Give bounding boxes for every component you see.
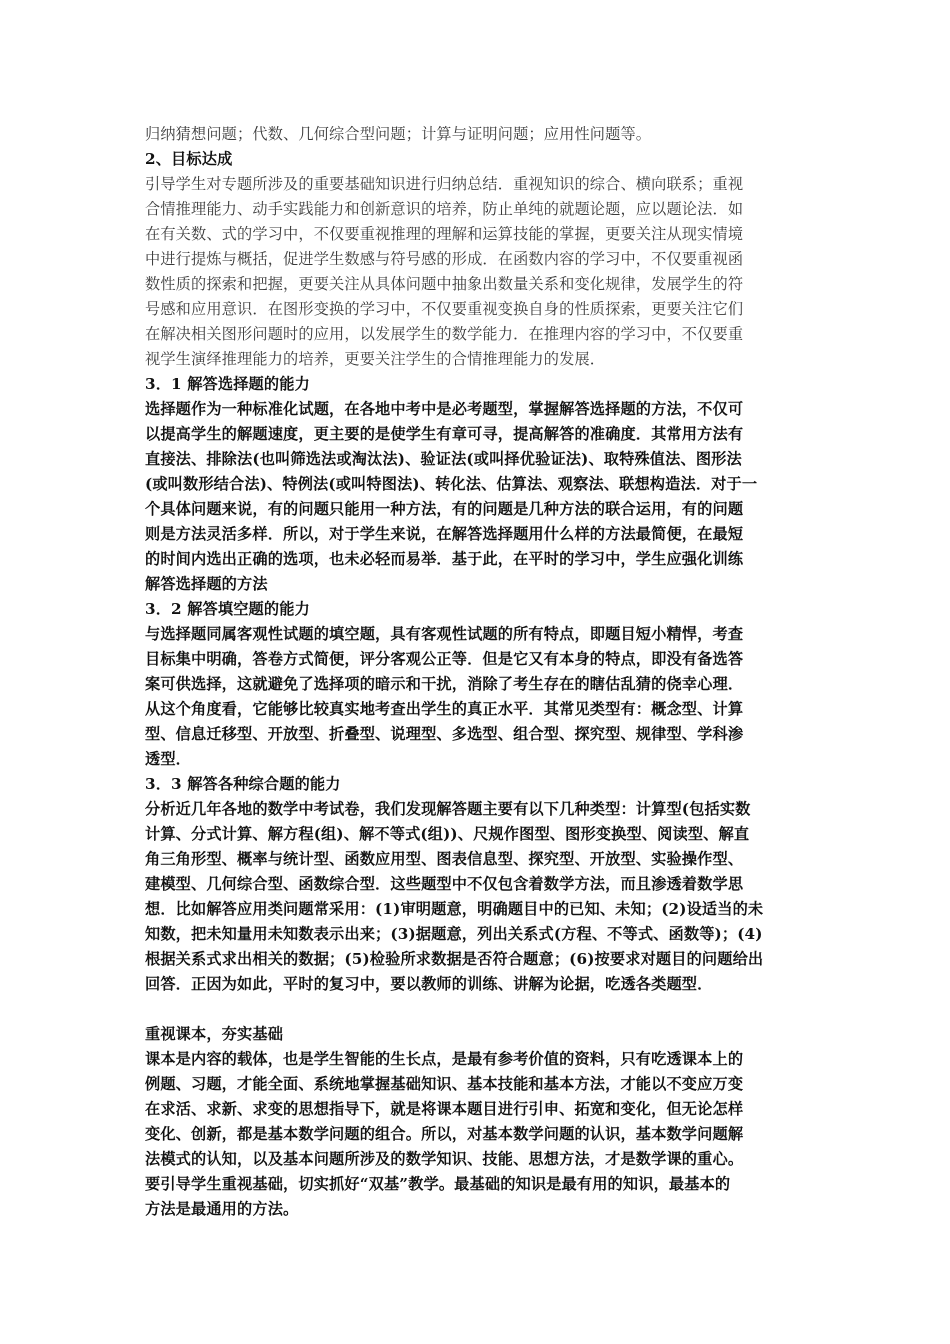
text-line: 变化、创新，都是基本数学问题的组合。所以，对基本数学问题的认识，基本数学问题解 xyxy=(145,1125,744,1143)
text-line: 在有关数、式的学习中，不仅要重视推理的理解和运算技能的掌握，更要关注从现实情境 xyxy=(145,225,744,243)
text-line: (或叫数形结合法)、特例法(或叫特图法)、转化法、估算法、观察法、联想构造法．对于一 xyxy=(145,475,758,493)
text-line: 合情推理能力、动手实践能力和创新意识的培养，防止单纯的就题论题，应以题论法．如 xyxy=(145,200,744,218)
text-line: 引导学生对专题所涉及的重要基础知识进行归纳总结．重视知识的综合、横向联系；重视 xyxy=(145,175,744,193)
text-line: 要引导学生重视基础，切实抓好“双基”教学。最基础的知识是最有用的知识，最基本的 xyxy=(145,1175,731,1193)
text-line: 想．比如解答应用类问题常采用：(1)审明题意，明确题目中的已知、未知；(2)设适当的未 xyxy=(145,900,764,918)
text-line: 号感和应用意识．在图形变换的学习中，不仅要重视变换自身的性质探索，更要关注它们 xyxy=(145,300,744,318)
section-heading-fill: 3．2 解答填空题的能力 xyxy=(145,600,310,618)
text-line: 案可供选择，这就避免了选择项的暗示和干扰，消除了考生存在的瞎估乱猜的侥幸心理． xyxy=(145,675,744,693)
text-line: 例题、习题，才能全面、系统地掌握基础知识、基本技能和基本方法，才能以不变应万变 xyxy=(145,1075,744,1093)
section-heading-textbook: 重视课本，夯实基础 xyxy=(145,1025,284,1043)
text-line: 选择题作为一种标准化试题，在各地中考中是必考题型，掌握解答选择题的方法，不仅可 xyxy=(145,400,744,418)
paragraph-comprehensive xyxy=(145,797,810,997)
text-line: 在求活、求新、求变的思想指导下，就是将课本题目进行引申、拓宽和变化，但无论怎样 xyxy=(145,1100,744,1118)
paragraph-goal xyxy=(145,172,810,372)
text-line: 视学生演绎推理能力的培养，更要关注学生的合情推理能力的发展． xyxy=(145,350,606,368)
blank-line xyxy=(145,997,810,1022)
text-line: 法模式的认知，以及基本问题所涉及的数学知识、技能、思想方法，才是数学课的重心。 xyxy=(145,1150,744,1168)
text-line: 角三角形型、概率与统计型、函数应用型、图表信息型、探究型、开放型、实验操作型、 xyxy=(145,850,744,868)
section-heading-goal: 2、目标达成 xyxy=(145,150,233,168)
text-line: 回答．正因为如此，平时的复习中，要以教师的训练、讲解为论据，吃透各类题型． xyxy=(145,975,713,993)
text-line: 以提高学生的解题速度，更主要的是使学生有章可寻，提高解答的准确度．其常用方法有 xyxy=(145,425,744,443)
text-line: 建模型、几何综合型、函数综合型．这些题型中不仅包含着数学方法，而且渗透着数学思 xyxy=(145,875,744,893)
document-page xyxy=(145,122,810,1222)
text-line: 则是方法灵活多样．所以，对于学生来说，在解答选择题用什么样的方法最简便，在最短 xyxy=(145,525,744,543)
intro-line: 归纳猜想问题；代数、几何综合型问题；计算与证明问题；应用性问题等。 xyxy=(145,125,652,143)
text-line: 计算、分式计算、解方程(组)、解不等式(组))、尺规作图型、图形变换型、阅读型、解直 xyxy=(145,825,750,843)
text-line: 目标集中明确，答卷方式简便，评分客观公正等．但是它又有本身的特点，即没有备选答 xyxy=(145,650,744,668)
text-line: 根据关系式求出相关的数据；(5)检验所求数据是否符合题意；(6)按要求对题目的问题给出 xyxy=(145,950,764,968)
text-line: 型、信息迁移型、开放型、折叠型、说理型、多选型、组合型、探究型、规律型、学科渗 xyxy=(145,725,744,743)
text-line: 方法是最通用的方法。 xyxy=(145,1200,299,1218)
text-line: 的时间内选出正确的选项，也未必轻而易举．基于此，在平时的学习中，学生应强化训练 xyxy=(145,550,744,568)
text-line: 直接法、排除法(也叫筛选法或淘汰法)、验证法(或叫择优验证法)、取特殊值法、图形法 xyxy=(145,450,742,468)
paragraph-fill xyxy=(145,622,810,772)
text-line: 中进行提炼与概括，促进学生数感与符号感的形成．在函数内容的学习中，不仅要重视函 xyxy=(145,250,744,268)
text-line: 课本是内容的载体，也是学生智能的生长点，是最有参考价值的资料，只有吃透课本上的 xyxy=(145,1050,744,1068)
section-heading-choice: 3．1 解答选择题的能力 xyxy=(145,375,310,393)
text-line: 解答选择题的方法 xyxy=(145,575,268,593)
text-line: 与选择题同属客观性试题的填空题，具有客观性试题的所有特点，即题目短小精悍，考查 xyxy=(145,625,744,643)
paragraph-textbook xyxy=(145,1047,810,1222)
text-line: 分析近几年各地的数学中考试卷，我们发现解答题主要有以下几种类型：计算型(包括实数 xyxy=(145,800,751,818)
text-line: 在解决相关图形问题时的应用，以发展学生的数学能力．在推理内容的学习中，不仅要重 xyxy=(145,325,744,343)
section-heading-comprehensive: 3．3 解答各种综合题的能力 xyxy=(145,775,341,793)
text-line: 个具体问题来说，有的问题只能用一种方法，有的问题是几种方法的联合运用，有的问题 xyxy=(145,500,744,518)
text-line: 透型． xyxy=(145,750,192,768)
text-line: 知数，把未知量用未知数表示出来；(3)据题意，列出关系式(方程、不等式、函数等)；(4) xyxy=(145,925,763,943)
text-line: 从这个角度看，它能够比较真实地考查出学生的真正水平．其常见类型有：概念型、计算 xyxy=(145,700,744,718)
paragraph-choice xyxy=(145,397,810,597)
text-line: 数性质的探索和把握，更要关注从具体问题中抽象出数量关系和变化规律，发展学生的符 xyxy=(145,275,744,293)
